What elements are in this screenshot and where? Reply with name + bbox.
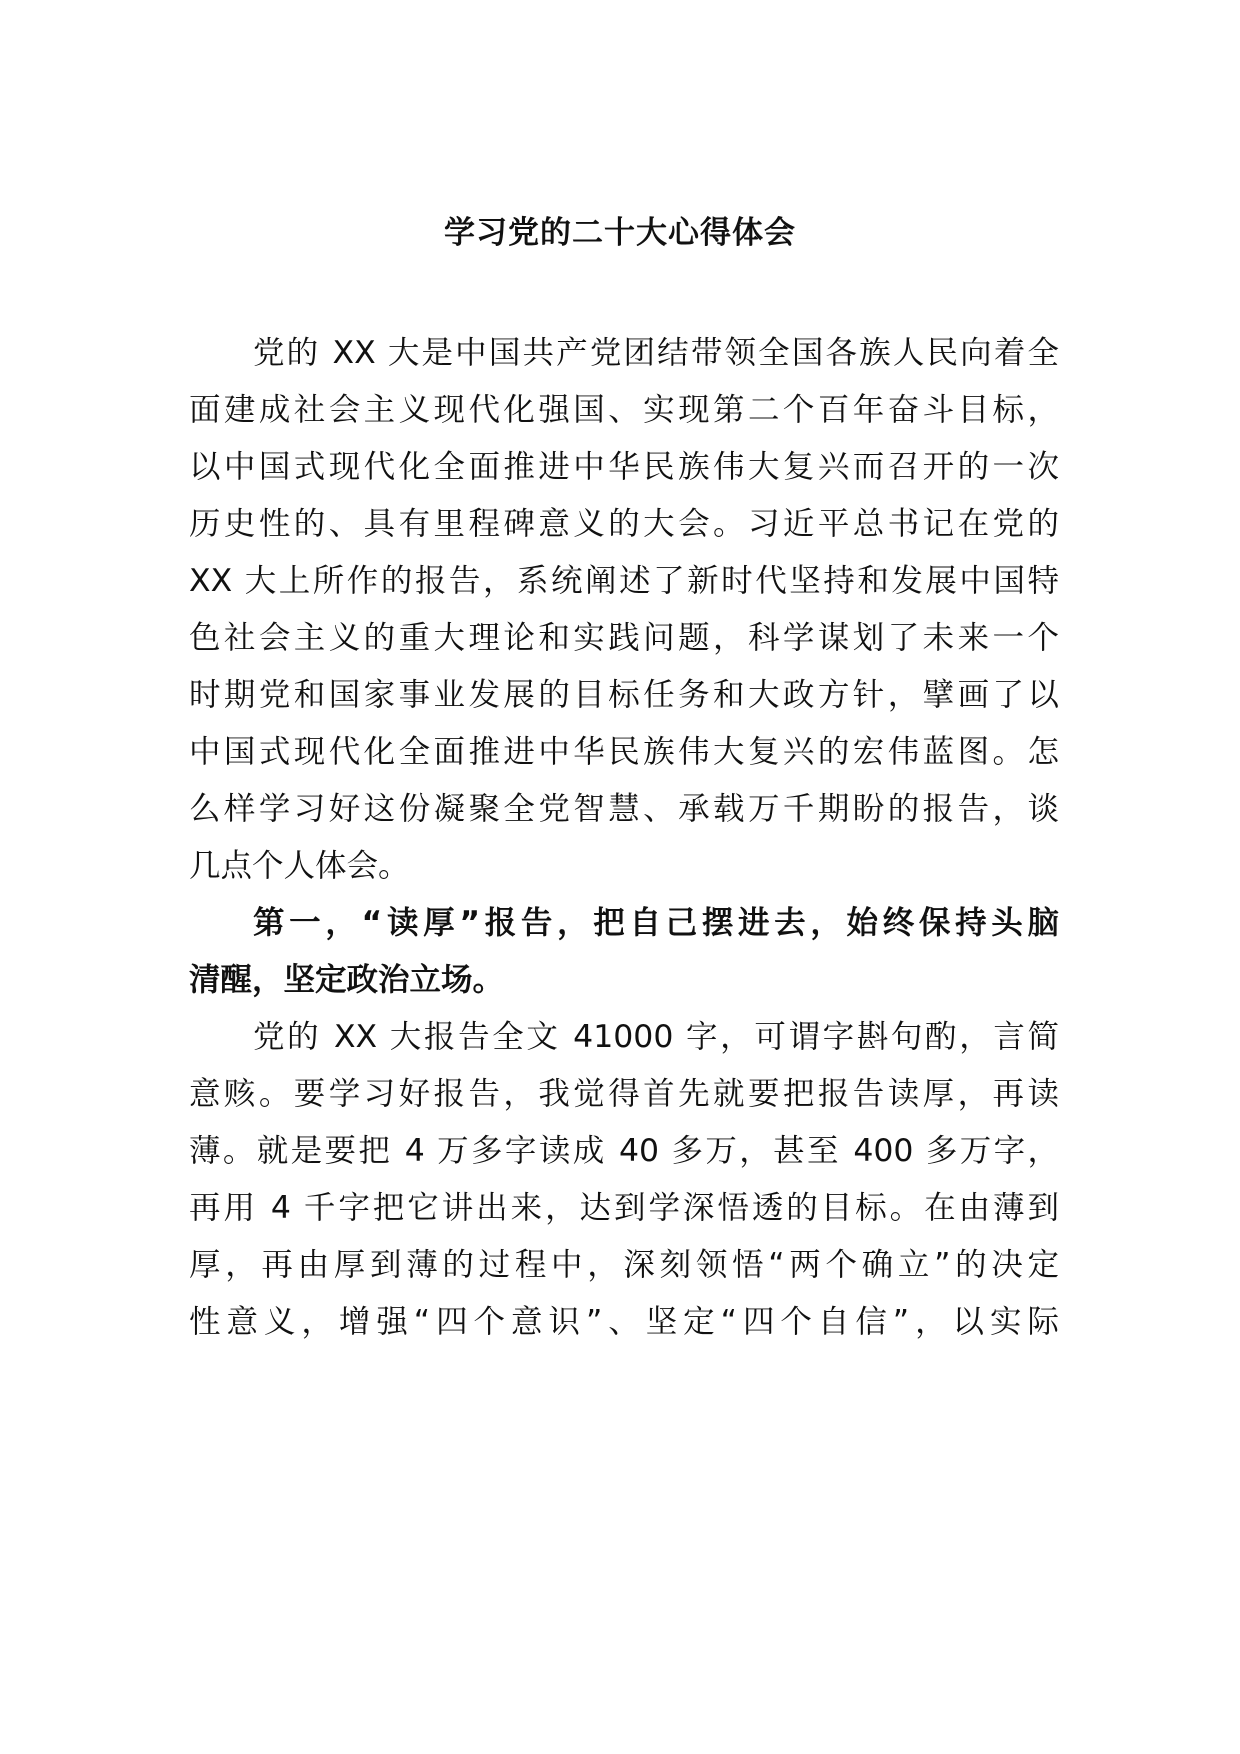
section-heading-line: 第一，“读厚”报告，把自己摆进去，始终保持头脑 bbox=[253, 905, 1059, 941]
paragraph-line: 时期党和国家事业发展的目标任务和大政方针，擘画了以 bbox=[189, 677, 1059, 713]
paragraph-line: 几点个人体会。 bbox=[189, 848, 410, 884]
paragraph-line: 历史性的、具有里程碑意义的大会。习近平总书记在党的 bbox=[189, 506, 1059, 542]
paragraph-line: 薄。就是要把 4 万多字读成 40 多万，甚至 400 多万字， bbox=[189, 1133, 1059, 1169]
section-heading-line: 清醒，坚定政治立场。 bbox=[189, 962, 505, 998]
paragraph-line: 厚，再由厚到薄的过程中，深刻领悟“两个确立”的决定 bbox=[189, 1247, 1059, 1283]
paragraph-line: 以中国式现代化全面推进中华民族伟大复兴而召开的一次 bbox=[189, 449, 1059, 485]
paragraph-line: 中国式现代化全面推进中华民族伟大复兴的宏伟蓝图。怎 bbox=[189, 734, 1059, 770]
paragraph-line: 面建成社会主义现代化强国、实现第二个百年奋斗目标， bbox=[189, 392, 1059, 428]
paragraph-line: 党的 XX 大是中国共产党团结带领全国各族人民向着全 bbox=[253, 335, 1059, 371]
paragraph-line: 意赅。要学习好报告，我觉得首先就要把报告读厚，再读 bbox=[189, 1076, 1059, 1112]
paragraph-line: 性意义，增强“四个意识”、坚定“四个自信”，以实际 bbox=[189, 1304, 1059, 1340]
paragraph-line: 么样学习好这份凝聚全党智慧、承载万千期盼的报告，谈 bbox=[189, 791, 1059, 827]
paragraph-line: XX 大上所作的报告，系统阐述了新时代坚持和发展中国特 bbox=[189, 563, 1059, 599]
paragraph-line: 色社会主义的重大理论和实践问题，科学谋划了未来一个 bbox=[189, 620, 1059, 656]
document-title: 学习党的二十大心得体会 bbox=[444, 215, 796, 251]
paragraph-line: 党的 XX 大报告全文 41000 字，可谓字斟句酌，言简 bbox=[253, 1019, 1059, 1055]
paragraph-line: 再用 4 千字把它讲出来，达到学深悟透的目标。在由薄到 bbox=[189, 1190, 1059, 1226]
